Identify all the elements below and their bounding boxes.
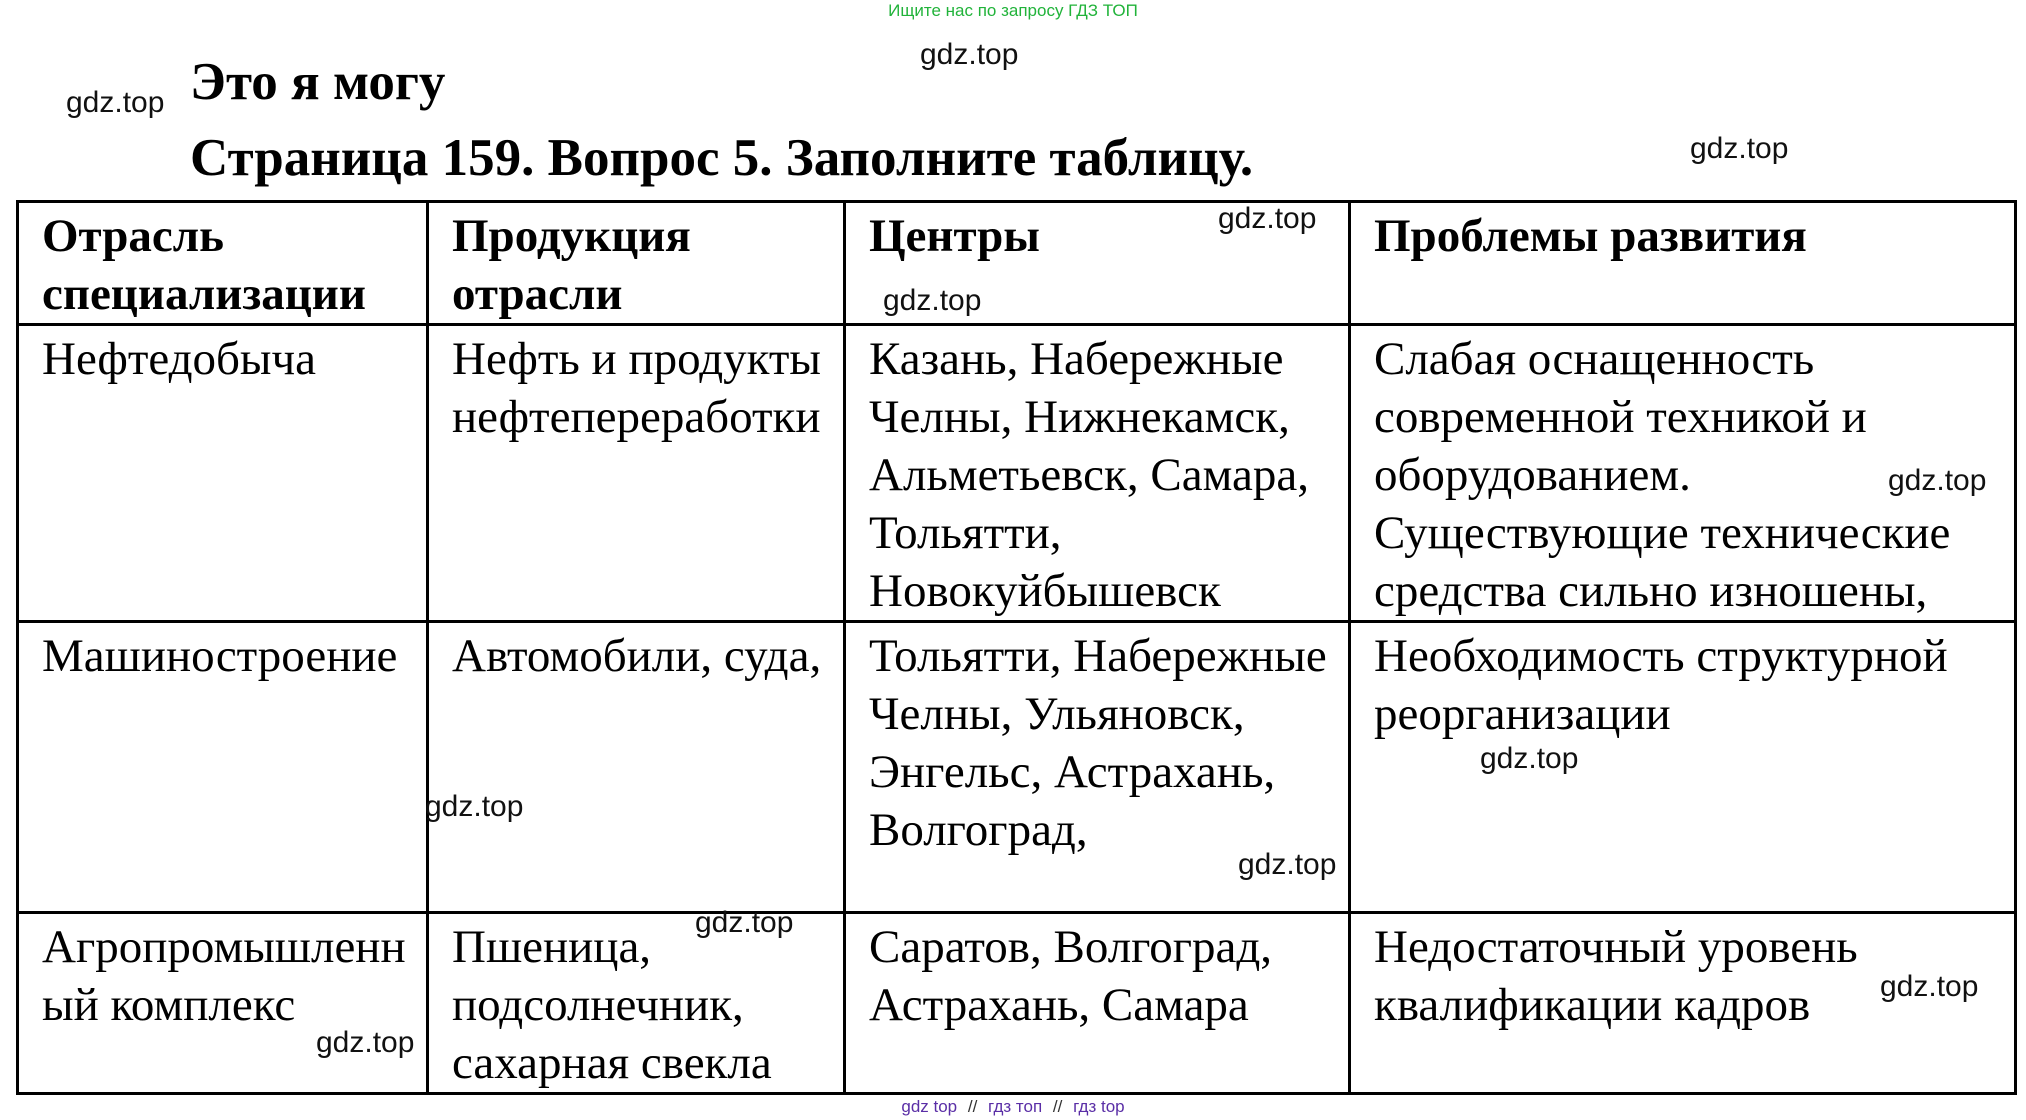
watermark: gdz.top bbox=[1218, 202, 1317, 235]
cell-problems: Необходимость структурной реорганизации bbox=[1350, 622, 2016, 913]
header-centers: Центры bbox=[845, 202, 1350, 325]
cell-centers: Казань, Набережные Челны, Нижнекамск, Альметьевск, Самара, Тольятти, Новокуйбышевск bbox=[845, 325, 1350, 622]
header-industry: Отрасль специализации bbox=[18, 202, 428, 325]
cell-problems: Слабая оснащенность современной техникой и оборудованием. Существующие технические средства сильно изношены, bbox=[1350, 325, 2016, 622]
table-header-row bbox=[18, 202, 2016, 325]
footer-separator: // bbox=[1052, 1097, 1063, 1116]
watermark: gdz.top bbox=[1690, 132, 1789, 165]
watermark: gdz.top bbox=[425, 790, 524, 823]
footer-separator: // bbox=[967, 1097, 978, 1116]
header-problems: Проблемы развития bbox=[1350, 202, 2016, 325]
watermark: gdz.top bbox=[66, 86, 165, 119]
watermark: gdz.top bbox=[1238, 848, 1337, 881]
watermark: gdz.top bbox=[695, 906, 794, 939]
specialization-table bbox=[16, 200, 2017, 1095]
cell-centers: Тольятти, Набережные Челны, Ульяновск, Энгельс, Астрахань, Волгоград, bbox=[845, 622, 1350, 913]
watermark: gdz.top bbox=[1480, 742, 1579, 775]
watermark: gdz.top bbox=[316, 1026, 415, 1059]
cell-problems: Недостаточный уровень квалификации кадров bbox=[1350, 913, 2016, 1094]
header-products: Продукция отрасли bbox=[428, 202, 845, 325]
footer-link[interactable]: гдз топ bbox=[988, 1097, 1043, 1116]
watermark: gdz.top bbox=[920, 38, 1019, 71]
cell-industry: Агропромышленный комплекс bbox=[18, 913, 428, 1094]
cell-industry: Нефтедобыча bbox=[18, 325, 428, 622]
footer-links bbox=[0, 1096, 2026, 1118]
cell-centers: Саратов, Волгоград, Астрахань, Самара bbox=[845, 913, 1350, 1094]
watermark: gdz.top bbox=[883, 284, 982, 317]
footer-link[interactable]: гдз top bbox=[1073, 1097, 1125, 1116]
cell-products: Нефть и продукты нефтепереработки bbox=[428, 325, 845, 622]
cell-industry: Машиностроение bbox=[18, 622, 428, 913]
table-row bbox=[18, 913, 2016, 1094]
cell-products: Пшеница, подсолнечник, сахарная свекла bbox=[428, 913, 845, 1094]
table-row bbox=[18, 325, 2016, 622]
watermark: gdz.top bbox=[1888, 464, 1987, 497]
question-heading: Страница 159. Вопрос 5. Заполните таблицу. bbox=[190, 129, 1254, 187]
footer-link[interactable]: gdz top bbox=[901, 1097, 958, 1116]
page-title: Это я могу bbox=[190, 53, 446, 111]
top-search-link[interactable]: Ищите нас по запросу ГДЗ ТОП bbox=[888, 1, 1138, 20]
table-row bbox=[18, 622, 2016, 913]
watermark: gdz.top bbox=[1880, 970, 1979, 1003]
cell-products: Автомобили, суда, bbox=[428, 622, 845, 913]
